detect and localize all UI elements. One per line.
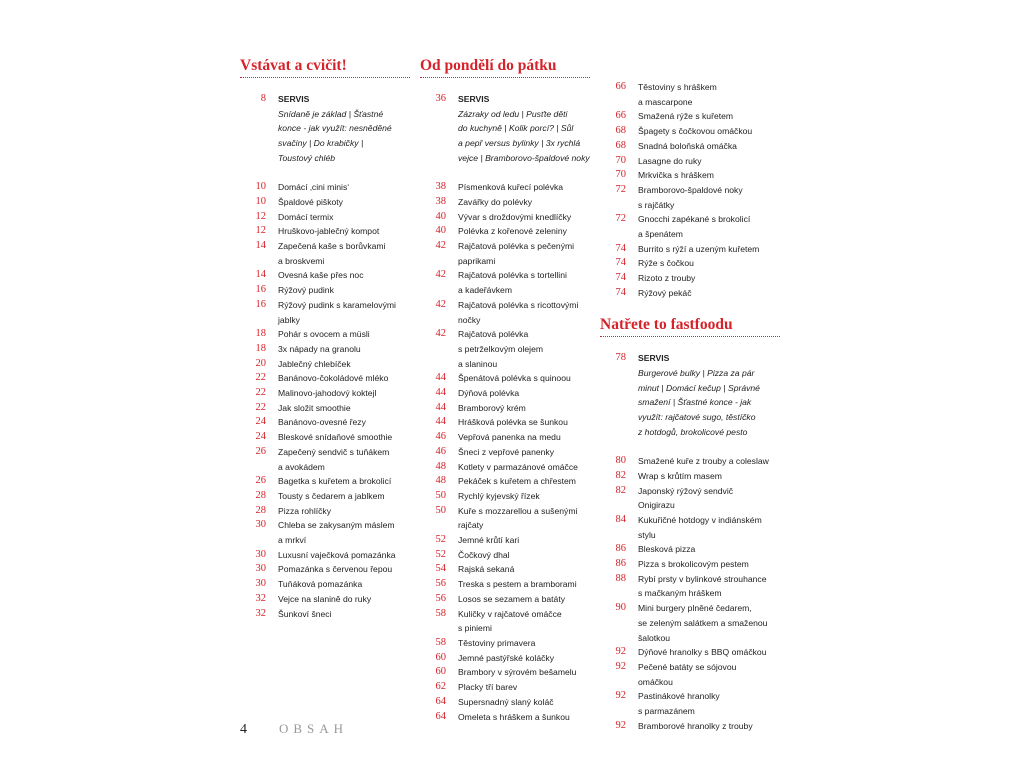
entry-text: Losos se sezamem a batáty bbox=[458, 593, 565, 604]
entry-text: Toustový chléb bbox=[278, 152, 336, 163]
toc-entry bbox=[600, 513, 780, 542]
entry-text: a pepř versus bylinky | 3x rychlá bbox=[458, 138, 581, 149]
page-ref-number: 18 bbox=[255, 342, 266, 354]
page-ref-number: 64 bbox=[435, 695, 446, 707]
page-ref-number: 16 bbox=[255, 284, 266, 296]
entry-text: paprikami bbox=[458, 255, 496, 266]
toc-entry bbox=[420, 415, 590, 430]
toc-entry bbox=[420, 195, 590, 210]
toc-entry bbox=[600, 139, 780, 154]
servis-title: SERVIS bbox=[638, 353, 670, 364]
entry-text: Rýžový pekáč bbox=[638, 287, 692, 298]
entry-text: Pečené batáty se sójovou bbox=[638, 661, 737, 672]
toc-entry bbox=[600, 572, 780, 601]
page-ref-number: 16 bbox=[255, 298, 266, 310]
entry-text: minut | Domácí kečup | Správné bbox=[638, 382, 760, 393]
toc-entry bbox=[420, 460, 590, 475]
entry-text: Malinovo-jahodový koktejl bbox=[278, 388, 377, 399]
entry-text: Pizza rohlíčky bbox=[278, 505, 332, 516]
entry-text: smažení | Šťastné konce - jak bbox=[638, 397, 752, 408]
entry-text: Tuňáková pomazánka bbox=[278, 579, 363, 590]
entry-text: vejce | Bramborovo-špaldové noky bbox=[458, 152, 590, 163]
entry-text: a kadeřávkem bbox=[458, 285, 512, 296]
page-ref-number: 64 bbox=[435, 710, 446, 722]
entry-text: Těstoviny s hráškem bbox=[638, 82, 717, 92]
toc-entry bbox=[420, 210, 590, 225]
toc-entry bbox=[600, 645, 780, 660]
toc-entry bbox=[420, 386, 590, 401]
toc-entry bbox=[240, 298, 410, 327]
entry-text: Těstoviny primavera bbox=[458, 638, 536, 648]
toc-entry bbox=[420, 401, 590, 416]
page-ref-number: 92 bbox=[615, 660, 626, 672]
entry-text: omáčkou bbox=[638, 676, 673, 687]
entry-text: Jemné krůtí kari bbox=[458, 535, 520, 546]
entry-text: Domácí ‚cini minis‘ bbox=[278, 182, 350, 193]
page-ref-number: 32 bbox=[255, 592, 266, 604]
toc-entry bbox=[600, 183, 780, 212]
entry-text: Rybí prsty v bylinkové strouhance bbox=[638, 573, 767, 584]
page-ref-number: 58 bbox=[435, 607, 446, 619]
page-ref-number: 82 bbox=[615, 484, 626, 496]
entry-text: a mascarpone bbox=[638, 96, 693, 107]
entry-text: a mrkví bbox=[278, 535, 307, 546]
toc-entry bbox=[240, 357, 410, 372]
page-ref-number: 70 bbox=[615, 154, 626, 166]
entry-text: Kukuřičné hotdogy v indiánském bbox=[638, 514, 762, 525]
page-ref-number: 14 bbox=[255, 240, 266, 252]
entry-text: Hruškovo-jablečný kompot bbox=[278, 226, 380, 237]
entry-text: Blesková pizza bbox=[638, 544, 696, 555]
page-ref-number: 66 bbox=[615, 81, 626, 92]
page-ref-number: 38 bbox=[435, 195, 446, 207]
page-ref-number: 42 bbox=[435, 328, 446, 340]
entry-text: Vejce na slanině do ruky bbox=[278, 593, 372, 604]
toc-entry bbox=[240, 577, 410, 592]
toc-entry bbox=[240, 548, 410, 563]
page-ref-number: 70 bbox=[615, 169, 626, 181]
page-ref-number: 8 bbox=[260, 93, 266, 104]
entry-text: z hotdogů, brokolicové pesto bbox=[638, 426, 748, 437]
toc-entry bbox=[240, 342, 410, 357]
page-ref-number: 14 bbox=[255, 269, 266, 281]
page-ref-number: 20 bbox=[255, 357, 266, 369]
toc-entry bbox=[420, 224, 590, 239]
toc-entry bbox=[600, 80, 780, 109]
entry-text: Mini burgery plněné čedarem, bbox=[638, 603, 752, 614]
footer-title: OBSAH bbox=[279, 721, 349, 736]
toc-entry bbox=[420, 445, 590, 460]
page-ref-number: 52 bbox=[435, 548, 446, 560]
toc-entry bbox=[420, 577, 590, 592]
toc-entry bbox=[240, 224, 410, 239]
toc-entry bbox=[600, 689, 780, 718]
entry-text: Ovesná kaše přes noc bbox=[278, 270, 364, 281]
entry-text: Bramborovo-špaldové noky bbox=[638, 184, 743, 195]
toc-entry bbox=[600, 154, 780, 169]
toc-entry bbox=[420, 298, 590, 327]
page-ref-number: 26 bbox=[255, 475, 266, 487]
toc-entry bbox=[240, 283, 410, 298]
entry-text: Brambory v sýrovém bešamelu bbox=[458, 667, 577, 678]
servis-entry bbox=[240, 92, 410, 166]
entry-text: Vepřová panenka na medu bbox=[458, 432, 561, 443]
toc-entry bbox=[420, 327, 590, 371]
entry-text: Kotlety v parmazánové omáčce bbox=[458, 461, 578, 472]
page-ref-number: 28 bbox=[255, 489, 266, 501]
page-footer bbox=[240, 720, 348, 738]
page-number: 4 bbox=[240, 722, 247, 737]
entry-text: a špenátem bbox=[638, 229, 683, 240]
page-ref-number: 74 bbox=[615, 242, 626, 254]
entry-text: Domácí termix bbox=[278, 211, 334, 222]
toc-entry bbox=[420, 268, 590, 297]
toc-entry bbox=[240, 489, 410, 504]
page-ref-number: 80 bbox=[615, 455, 626, 467]
page-ref-number: 12 bbox=[255, 225, 266, 237]
toc-entry bbox=[240, 195, 410, 210]
page-ref-number: 30 bbox=[255, 563, 266, 575]
entry-text: využít: rajčatové sugo, těstíčko bbox=[638, 412, 756, 423]
page-ref-number: 42 bbox=[435, 269, 446, 281]
entry-text: do kuchyně | Kolik porcí? | Sůl bbox=[458, 123, 574, 134]
page-ref-number: 90 bbox=[615, 602, 626, 614]
toc-entry bbox=[420, 665, 590, 680]
toc-entry bbox=[240, 562, 410, 577]
page-ref-number: 26 bbox=[255, 445, 266, 457]
toc-entry bbox=[600, 469, 780, 484]
page-ref-number: 18 bbox=[255, 328, 266, 340]
entry-text: s petrželkovým olejem bbox=[458, 343, 544, 354]
entry-text: Rizoto z trouby bbox=[638, 273, 696, 284]
entry-text: Chleba se zakysaným máslem bbox=[278, 520, 395, 531]
page-ref-number: 62 bbox=[435, 681, 446, 693]
page-ref-number: 44 bbox=[435, 372, 446, 384]
entry-text: Šunkoví šneci bbox=[278, 608, 332, 619]
page-ref-number: 58 bbox=[435, 637, 446, 648]
entry-text: Snadná boloňská omáčka bbox=[638, 140, 737, 151]
page-ref-number: 28 bbox=[255, 504, 266, 516]
entry-text: s parmazánem bbox=[638, 706, 695, 717]
entry-text: Smažená rýže s kuřetem bbox=[638, 111, 734, 122]
toc-entry bbox=[420, 607, 590, 636]
page-ref-number: 12 bbox=[255, 210, 266, 222]
page-ref-number: 74 bbox=[615, 286, 626, 298]
entry-text: a avokádem bbox=[278, 461, 325, 472]
toc-entry bbox=[600, 484, 780, 513]
page-ref-number: 10 bbox=[255, 195, 266, 207]
entry-text: Špagety s čočkovou omáčkou bbox=[638, 126, 753, 137]
toc-entry bbox=[600, 212, 780, 241]
toc-entry bbox=[420, 680, 590, 695]
entry-text: Omeleta s hráškem a šunkou bbox=[458, 711, 570, 722]
toc-entry bbox=[420, 504, 590, 533]
toc-entry bbox=[600, 168, 780, 183]
toc-entry bbox=[420, 695, 590, 710]
toc-entry bbox=[420, 548, 590, 563]
entry-text: Rajčatová polévka s pečenými bbox=[458, 241, 575, 252]
toc-entry bbox=[240, 592, 410, 607]
toc-column-2 bbox=[420, 56, 590, 724]
toc-entry bbox=[420, 489, 590, 504]
entry-text: Treska s pestem a bramborami bbox=[458, 579, 577, 590]
page-ref-number: 36 bbox=[435, 93, 446, 104]
entry-text: svačiny | Do krabičky | bbox=[278, 138, 364, 149]
entry-text: Jak složit smoothie bbox=[278, 402, 351, 413]
entry-text: Rýže s čočkou bbox=[638, 258, 694, 269]
entry-text: Banánovo-ovesné řezy bbox=[278, 417, 366, 428]
page-ref-number: 22 bbox=[255, 372, 266, 384]
servis-title: SERVIS bbox=[458, 94, 490, 104]
entry-text: Banánovo-čokoládové mléko bbox=[278, 373, 389, 384]
entry-text: Špenátová polévka s quinoou bbox=[458, 373, 571, 384]
entry-text: 3x nápady na granolu bbox=[278, 343, 361, 354]
entry-text: Placky tří barev bbox=[458, 682, 518, 693]
entry-text: Hrášková polévka se šunkou bbox=[458, 417, 568, 428]
entry-text: Dýňová polévka bbox=[458, 388, 520, 399]
entry-text: Pastinákové hranolky bbox=[638, 691, 720, 702]
entry-text: Wrap s krůtím masem bbox=[638, 470, 722, 481]
entry-text: Rajčatová polévka s ricottovými bbox=[458, 299, 579, 310]
page-ref-number: 42 bbox=[435, 298, 446, 310]
toc-entry bbox=[240, 239, 410, 268]
entry-text: Burgerové bulky | Pizza za pár bbox=[638, 367, 755, 378]
page-ref-number: 74 bbox=[615, 272, 626, 284]
toc-entry bbox=[600, 109, 780, 124]
page-ref-number: 24 bbox=[255, 416, 266, 428]
page-ref-number: 40 bbox=[435, 210, 446, 222]
entry-text: Mrkvička s hráškem bbox=[638, 170, 714, 181]
entry-text: Zapečená kaše s borůvkami bbox=[278, 241, 386, 252]
toc-entry bbox=[600, 286, 780, 301]
toc-entry bbox=[240, 327, 410, 342]
page-ref-number: 88 bbox=[615, 572, 626, 584]
entry-text: Rajská sekaná bbox=[458, 564, 515, 575]
entry-text: Rajčatová polévka s tortellini bbox=[458, 270, 567, 281]
entry-text: Rajčatová polévka bbox=[458, 329, 529, 340]
entry-text: Dýňové hranolky s BBQ omáčkou bbox=[638, 647, 767, 658]
toc-entry bbox=[420, 371, 590, 386]
entry-text: s rajčátky bbox=[638, 199, 675, 210]
toc-entry bbox=[240, 445, 410, 474]
entry-text: Rýžový pudink bbox=[278, 285, 334, 296]
entry-text: konce - jak využít: nesněděné bbox=[278, 123, 392, 134]
servis-entry bbox=[600, 351, 780, 439]
entry-text: jablky bbox=[278, 314, 300, 325]
entry-text: Bramborové hranolky z trouby bbox=[638, 720, 753, 731]
entry-text: Lasagne do ruky bbox=[638, 155, 702, 166]
page-ref-number: 66 bbox=[615, 110, 626, 122]
toc-entry bbox=[240, 401, 410, 416]
entry-text: Zázraky od ledu | Pusťte děti bbox=[458, 108, 568, 119]
page-ref-number: 60 bbox=[435, 651, 446, 663]
entry-text: s piniemi bbox=[458, 623, 492, 634]
toc-entry bbox=[240, 474, 410, 489]
page-ref-number: 48 bbox=[435, 460, 446, 472]
entry-text: Rychlý kyjevský řízek bbox=[458, 490, 540, 501]
entry-text: a broskvemi bbox=[278, 255, 325, 266]
page-ref-number: 10 bbox=[255, 181, 266, 193]
toc-entry bbox=[420, 636, 590, 651]
servis-title: SERVIS bbox=[278, 94, 310, 104]
entry-text: Onigirazu bbox=[638, 500, 675, 511]
page-ref-number: 72 bbox=[615, 213, 626, 225]
page-ref-number: 42 bbox=[435, 240, 446, 252]
page-ref-number: 92 bbox=[615, 719, 626, 731]
page-ref-number: 60 bbox=[435, 666, 446, 678]
page-ref-number: 78 bbox=[615, 352, 626, 364]
toc-entry bbox=[240, 415, 410, 430]
toc-entry bbox=[600, 557, 780, 572]
toc-entry bbox=[600, 454, 780, 469]
page-ref-number: 52 bbox=[435, 534, 446, 546]
entry-text: Pohár s ovocem a müsli bbox=[278, 329, 370, 340]
page-ref-number: 40 bbox=[435, 225, 446, 237]
entry-text: Pomazánka s červenou řepou bbox=[278, 564, 393, 575]
page-ref-number: 74 bbox=[615, 257, 626, 269]
entry-text: Rýžový pudink s karamelovými bbox=[278, 299, 396, 310]
toc-entry bbox=[600, 271, 780, 286]
entry-text: Čočkový dhal bbox=[458, 549, 510, 560]
entry-text: Snídaně je základ | Šťastné bbox=[278, 108, 384, 119]
section-heading: Od pondělí do pátku bbox=[420, 56, 590, 78]
section-heading: Vstávat a cvičit! bbox=[240, 56, 410, 78]
toc-entry bbox=[240, 180, 410, 195]
entry-text: Špaldové piškoty bbox=[278, 196, 343, 207]
entry-text: Polévka z kořenové zeleniny bbox=[458, 226, 567, 237]
page-ref-number: 86 bbox=[615, 558, 626, 570]
entry-text: Zavářky do polévky bbox=[458, 196, 533, 207]
entry-text: Tousty s čedarem a jablkem bbox=[278, 490, 385, 501]
page-ref-number: 24 bbox=[255, 431, 266, 443]
page-ref-number: 84 bbox=[615, 513, 626, 525]
servis-entry bbox=[420, 92, 590, 166]
page-ref-number: 38 bbox=[435, 181, 446, 193]
toc-entry bbox=[600, 256, 780, 271]
entry-text: Kuře s mozzarellou a sušenými bbox=[458, 505, 578, 516]
entry-text: se zeleným salátkem a smaženou bbox=[638, 617, 768, 628]
toc-entry bbox=[600, 542, 780, 557]
entry-text: Zapečený sendvič s tuňákem bbox=[278, 446, 390, 457]
toc-entry bbox=[420, 239, 590, 268]
toc-entry bbox=[600, 242, 780, 257]
page-ref-number: 44 bbox=[435, 401, 446, 413]
entry-text: Šneci z vepřové panenky bbox=[458, 446, 555, 457]
toc-entry bbox=[420, 592, 590, 607]
entry-text: Jemné pastýřské koláčky bbox=[458, 652, 554, 663]
toc-entry bbox=[240, 504, 410, 519]
page-ref-number: 44 bbox=[435, 387, 446, 399]
page-ref-number: 46 bbox=[435, 445, 446, 457]
toc-entry bbox=[240, 210, 410, 225]
page-ref-number: 82 bbox=[615, 469, 626, 481]
entry-text: Kuličky v rajčatové omáčce bbox=[458, 608, 562, 619]
toc-entry bbox=[240, 371, 410, 386]
entry-text: stylu bbox=[638, 529, 656, 540]
entry-text: Luxusní vaječková pomazánka bbox=[278, 549, 396, 560]
entry-text: Vývar s droždovými knedlíčky bbox=[458, 211, 572, 222]
page-ref-number: 32 bbox=[255, 607, 266, 619]
entry-text: a slaninou bbox=[458, 358, 498, 369]
entry-text: s mačkaným hráškem bbox=[638, 588, 722, 599]
entry-text: Burrito s rýží a uzeným kuřetem bbox=[638, 243, 760, 254]
toc-entry bbox=[240, 386, 410, 401]
toc-entry bbox=[420, 710, 590, 725]
page-ref-number: 56 bbox=[435, 592, 446, 604]
toc-entry bbox=[420, 430, 590, 445]
entry-text: Smažené kuře z trouby a coleslaw bbox=[638, 456, 769, 467]
page-ref-number: 46 bbox=[435, 431, 446, 443]
toc-entry bbox=[420, 562, 590, 577]
toc-entry bbox=[600, 719, 780, 734]
page-ref-number: 68 bbox=[615, 125, 626, 137]
page-ref-number: 50 bbox=[435, 504, 446, 516]
page-ref-number: 92 bbox=[615, 690, 626, 702]
toc-entry bbox=[240, 268, 410, 283]
entry-text: Písmenková kuřecí polévka bbox=[458, 182, 564, 193]
entry-text: Bagetka s kuřetem a brokolicí bbox=[278, 476, 392, 487]
entry-text: Gnocchi zapékané s brokolicí bbox=[638, 214, 751, 225]
page-ref-number: 48 bbox=[435, 475, 446, 487]
page-ref-number: 30 bbox=[255, 578, 266, 590]
page-ref-number: 72 bbox=[615, 183, 626, 195]
page-ref-number: 22 bbox=[255, 387, 266, 399]
entry-text: Bleskové snídaňové smoothie bbox=[278, 432, 393, 443]
entry-text: Bramborový krém bbox=[458, 402, 526, 413]
page-ref-number: 54 bbox=[435, 563, 446, 575]
page-ref-number: 86 bbox=[615, 543, 626, 555]
page-ref-number: 44 bbox=[435, 416, 446, 428]
toc-entry bbox=[600, 660, 780, 689]
toc-column-1 bbox=[240, 56, 410, 621]
page-ref-number: 22 bbox=[255, 401, 266, 413]
toc-entry bbox=[420, 474, 590, 489]
toc-entry bbox=[240, 607, 410, 622]
entry-text: Japonský rýžový sendvič bbox=[638, 485, 734, 496]
page-ref-number: 56 bbox=[435, 578, 446, 590]
page-ref-number: 50 bbox=[435, 489, 446, 501]
toc-entry bbox=[600, 601, 780, 645]
page-ref-number: 92 bbox=[615, 646, 626, 658]
page-ref-number: 68 bbox=[615, 139, 626, 151]
entry-text: Pekáček s kuřetem a chřestem bbox=[458, 476, 576, 487]
entry-text: Supersnadný slaný koláč bbox=[458, 696, 554, 707]
entry-text: Jablečný chlebíček bbox=[278, 358, 351, 369]
section-heading: Natřete to fastfoodu bbox=[600, 315, 780, 337]
toc-entry bbox=[240, 430, 410, 445]
toc-entry bbox=[240, 518, 410, 547]
toc-entry bbox=[420, 533, 590, 548]
entry-text: nočky bbox=[458, 314, 481, 325]
page-ref-number: 30 bbox=[255, 519, 266, 531]
page-ref-number: 30 bbox=[255, 548, 266, 560]
toc-entry bbox=[420, 651, 590, 666]
entry-text: šalotkou bbox=[638, 632, 671, 643]
toc-entry bbox=[600, 124, 780, 139]
entry-text: Pizza s brokolicovým pestem bbox=[638, 559, 749, 570]
toc-column-3 bbox=[600, 80, 780, 734]
entry-text: rajčaty bbox=[458, 520, 484, 531]
toc-entry bbox=[420, 180, 590, 195]
